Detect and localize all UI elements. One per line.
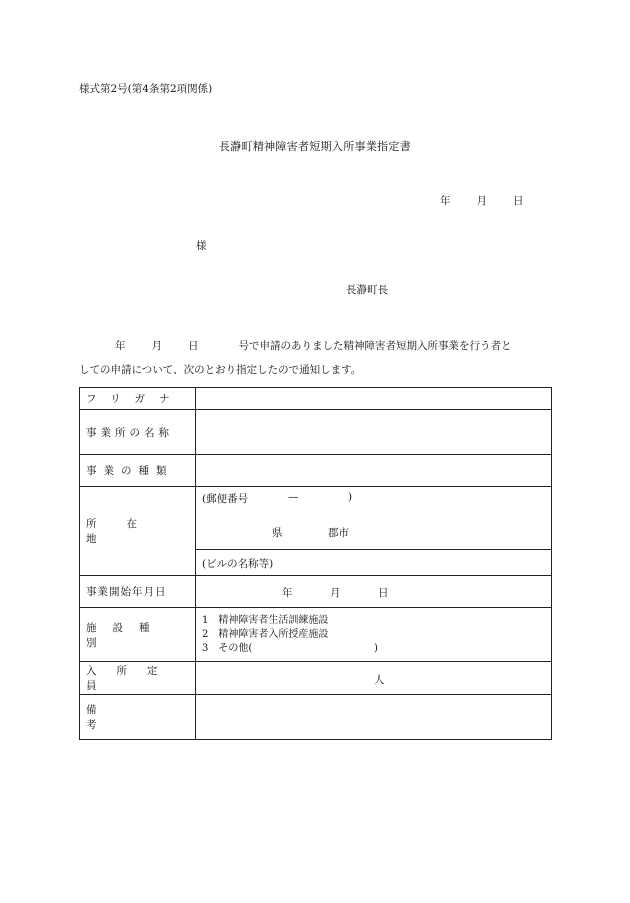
furigana-label-cell — [80, 388, 196, 410]
form-number: 様式第2号(第4条第2項関係) — [79, 83, 213, 95]
start-date-value-cell[interactable] — [196, 576, 552, 608]
issue-date — [440, 193, 524, 208]
body-text-2: しての申請について、次のとおり指定したので通知します。 — [79, 364, 362, 376]
remarks-value-cell[interactable] — [196, 695, 552, 740]
furigana-label: フリガナ — [86, 393, 184, 405]
business-type-label-cell — [80, 455, 196, 487]
start-year: 年 — [282, 587, 293, 599]
facility-type-label-cell — [80, 608, 196, 662]
prefecture-label: 県 — [272, 527, 283, 539]
postal-close: ) — [348, 491, 353, 503]
date-day: 日 — [513, 195, 524, 207]
location-label: 所在地 — [86, 518, 167, 545]
office-name-value-cell[interactable] — [196, 410, 552, 455]
body-year: 年 — [115, 340, 126, 352]
building-value-cell[interactable] — [196, 550, 552, 576]
postal-open: (郵便番号 — [202, 493, 249, 505]
start-date-label-cell — [80, 576, 196, 608]
building-name-label: (ビルの名称等) — [202, 558, 274, 570]
notification-body — [79, 334, 554, 382]
start-date-label: 事業開始年月日 — [86, 586, 167, 598]
start-day: 日 — [378, 587, 389, 599]
remarks-label-cell — [80, 695, 196, 740]
body-month: 月 — [151, 340, 162, 352]
capacity-label: 入所定員 — [86, 665, 178, 692]
capacity-unit: 人 — [374, 674, 385, 686]
issuer-name: 長瀞町長 — [346, 284, 388, 296]
body-text-1: 号で申請のありました精神障害者短期入所事業を行う者と — [238, 340, 512, 352]
facility-option-3-close: ) — [374, 642, 378, 654]
date-year: 年 — [440, 195, 451, 207]
office-name-label: 事業所の名称 — [86, 426, 173, 439]
postal-dash: — — [288, 491, 299, 503]
furigana-value-cell[interactable] — [196, 388, 552, 410]
facility-type-label: 施設種別 — [86, 621, 166, 649]
remarks-label: 備考 — [86, 704, 169, 731]
facility-option-1: 1 精神障害者生活訓練施設 — [202, 614, 329, 626]
facility-option-2: 2 精神障害者入所授産施設 — [202, 628, 329, 640]
facility-option-3 — [202, 642, 551, 656]
body-line-1 — [79, 334, 554, 358]
capacity-value-cell[interactable] — [196, 662, 552, 695]
county-city-label: 郡市 — [328, 527, 349, 539]
start-month: 月 — [330, 587, 341, 599]
business-type-value-cell[interactable] — [196, 455, 552, 487]
facility-type-value-cell[interactable] — [196, 608, 552, 662]
addressee-suffix: 様 — [196, 240, 207, 252]
location-value-cell[interactable] — [196, 487, 552, 550]
capacity-label-cell — [80, 662, 196, 695]
office-name-label-cell — [80, 410, 196, 455]
location-label-cell — [80, 487, 196, 576]
date-month: 月 — [476, 195, 487, 207]
designation-table — [79, 387, 552, 740]
business-type-label: 事業の種類 — [86, 465, 174, 477]
facility-option-3-label: 3 その他( — [202, 642, 253, 654]
document-title: 長瀞町精神障害者短期入所事業指定書 — [218, 140, 412, 153]
body-day: 日 — [188, 340, 199, 352]
